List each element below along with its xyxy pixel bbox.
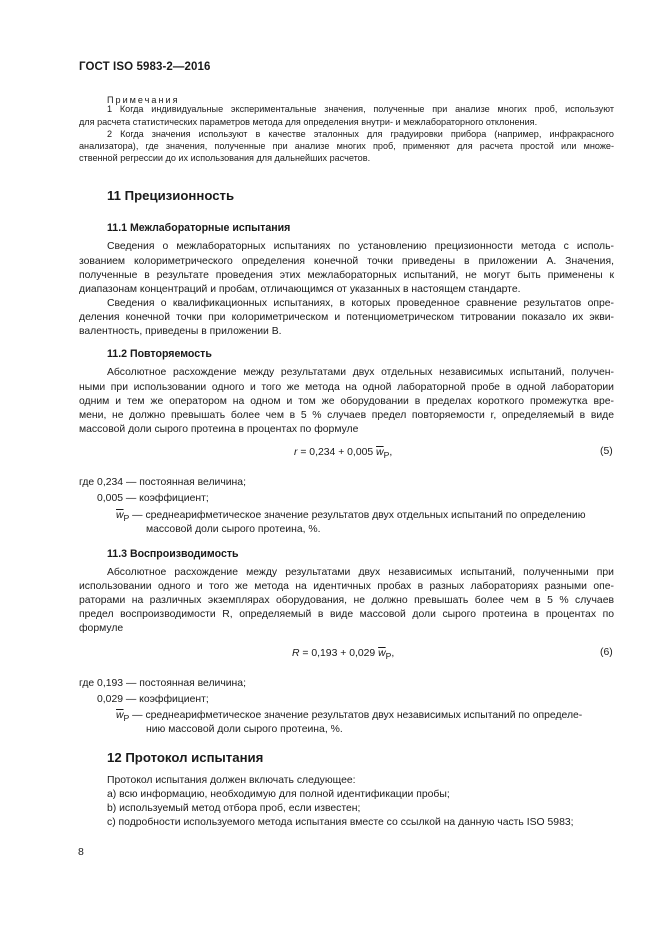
where-6-w: $\overline{w}$	[116, 710, 124, 721]
paragraph-line: массовой доли сырого протеина в процентах по формуле	[79, 424, 359, 435]
where-6-line-4: нию массовой доли сырого протеина, %.	[146, 724, 343, 735]
formula-6-rhs: = 0,193 + 0,029	[299, 648, 379, 659]
section-11-2-heading: 11.2 Повторяемость	[107, 348, 212, 360]
paragraph-line: валентность, приведены в приложении В.	[79, 326, 282, 337]
where-6-text: — среднеарифметическое значение результатов двух независимых испытаний по определе-	[129, 710, 583, 721]
formula-5-rhs: = 0,234 + 0,005	[297, 447, 377, 458]
paragraph-line: полученные в результате проведения этих межлабораторных испытаний, не могут быть применены к	[79, 270, 614, 281]
notes-title: Примечания	[107, 95, 180, 105]
where-5-sub: P	[123, 513, 130, 524]
section-11-1-heading: 11.1 Межлабораторные испытания	[107, 222, 291, 234]
where-6-line-2: 0,029 — коэффициент;	[97, 694, 209, 705]
formula-6-lhs: R	[292, 648, 300, 659]
formula-6	[292, 647, 394, 663]
protocol-intro: Протокол испытания должен включать следующее:	[107, 775, 356, 786]
document-header: ГОСТ ISO 5983-2—2016	[79, 61, 211, 73]
paragraph-line: Абсолютное расхождение между результатами двух независимых испытаний, полученными при	[107, 567, 614, 578]
where-5-w: $\overline{w}$	[116, 510, 124, 521]
paragraph-line: Сведения о межлабораторных испытаниях по установлению прецизионности метода с исполь-	[107, 241, 614, 252]
paragraph-line: использовании одного и того же метода на идентичных пробах в разных лабораториях разными опе-	[79, 581, 614, 592]
section-12-heading: 12 Протокол испытания	[107, 750, 264, 765]
formula-5-w: $\overline{w}$	[376, 447, 384, 458]
paragraph-line: Абсолютное расхождение между результатами двух отдельных независимых испытаний, получен-	[107, 367, 614, 378]
paragraph-line: предел воспроизводимости R, определяемый в виде массовой доли сырого протеина в процентах по	[79, 609, 614, 620]
formula-6-w: $\overline{w}$	[378, 648, 386, 659]
note-2-line-3: ственной регрессии до их использования для дальнейших расчетов.	[79, 153, 371, 163]
protocol-item: a) всю информацию, необходимую для полной идентификации пробы;	[107, 789, 450, 800]
where-6-line-1: где 0,193 — постоянная величина;	[79, 678, 246, 689]
paragraph-line: раторами на различных экземплярах оборудования, не должно превышать более чем в 5 % случаев	[79, 595, 614, 606]
note-1-line-2: для расчета статистических параметров метода для определения внутри- и межлабораторного отклонения.	[79, 117, 538, 127]
section-11-3-heading: 11.3 Воспроизводимость	[107, 548, 239, 560]
where-6-sub: P	[123, 713, 130, 724]
where-5-text: — среднеарифметическое значение результатов двух отдельных испытаний по определению	[129, 510, 586, 521]
note-1-line-1: 1 Когда индивидуальные экспериментальные значения, полученные при анализе многих проб, используют	[107, 104, 614, 114]
formula-5	[294, 446, 392, 462]
page-number: 8	[78, 846, 84, 858]
formula-5-tail: ,	[389, 447, 393, 458]
paragraph-line: зованием колориметрического определения конечной точки приведены в приложении А. Значения,	[79, 256, 614, 267]
section-11-heading: 11 Прецизионность	[107, 188, 235, 203]
note-2-line-2: анализатора), где значения, полученные при анализе многих проб, применяют для расчета простой или множе-	[79, 141, 614, 151]
paragraph-line: Сведения о квалификационных испытаниях, в которых проведенное сравнение результатов опре-	[107, 298, 614, 309]
paragraph-line: одним и тем же оператором на одном и том же оборудовании в пределах короткого промежутка вре-	[79, 396, 614, 407]
paragraph-line: деления конечной точки при колориметрическом и потенциометрическом титровании показало их экви-	[79, 312, 614, 323]
formula-6-number: (6)	[600, 647, 613, 658]
where-5-line-2: 0,005 — коэффициент;	[97, 493, 209, 504]
paragraph-line: мени, не должно превышать более чем в 5 % случаев предел повторяемости r, определяемый в виде	[79, 410, 614, 421]
protocol-item: c) подробности используемого метода испытания вместе со ссылкой на данную часть ISO 5983;	[107, 817, 574, 828]
protocol-item: b) используемый метод отбора проб, если известен;	[107, 803, 361, 814]
paragraph-line: формуле	[79, 623, 124, 634]
paragraph-line: ными при использовании одного и того же метода на одной лабораторной пробе в одной лаборатории	[79, 382, 614, 393]
where-5-line-1: где 0,234 — постоянная величина;	[79, 477, 246, 488]
note-2-line-1: 2 Когда значения используют в качестве эталонных для градуировки прибора (например, инфракрасного	[107, 129, 614, 139]
formula-5-sub: P	[383, 450, 390, 461]
where-5-line-4: массовой доли сырого протеина, %.	[146, 524, 321, 535]
formula-6-sub: P	[385, 651, 392, 662]
formula-5-number: (5)	[600, 446, 613, 457]
paragraph-line: диапазонам концентраций и пробам, отличающимся от указанных в настоящем стандарте.	[79, 284, 521, 295]
formula-5-lhs: r	[294, 447, 298, 458]
formula-6-tail: ,	[391, 648, 395, 659]
